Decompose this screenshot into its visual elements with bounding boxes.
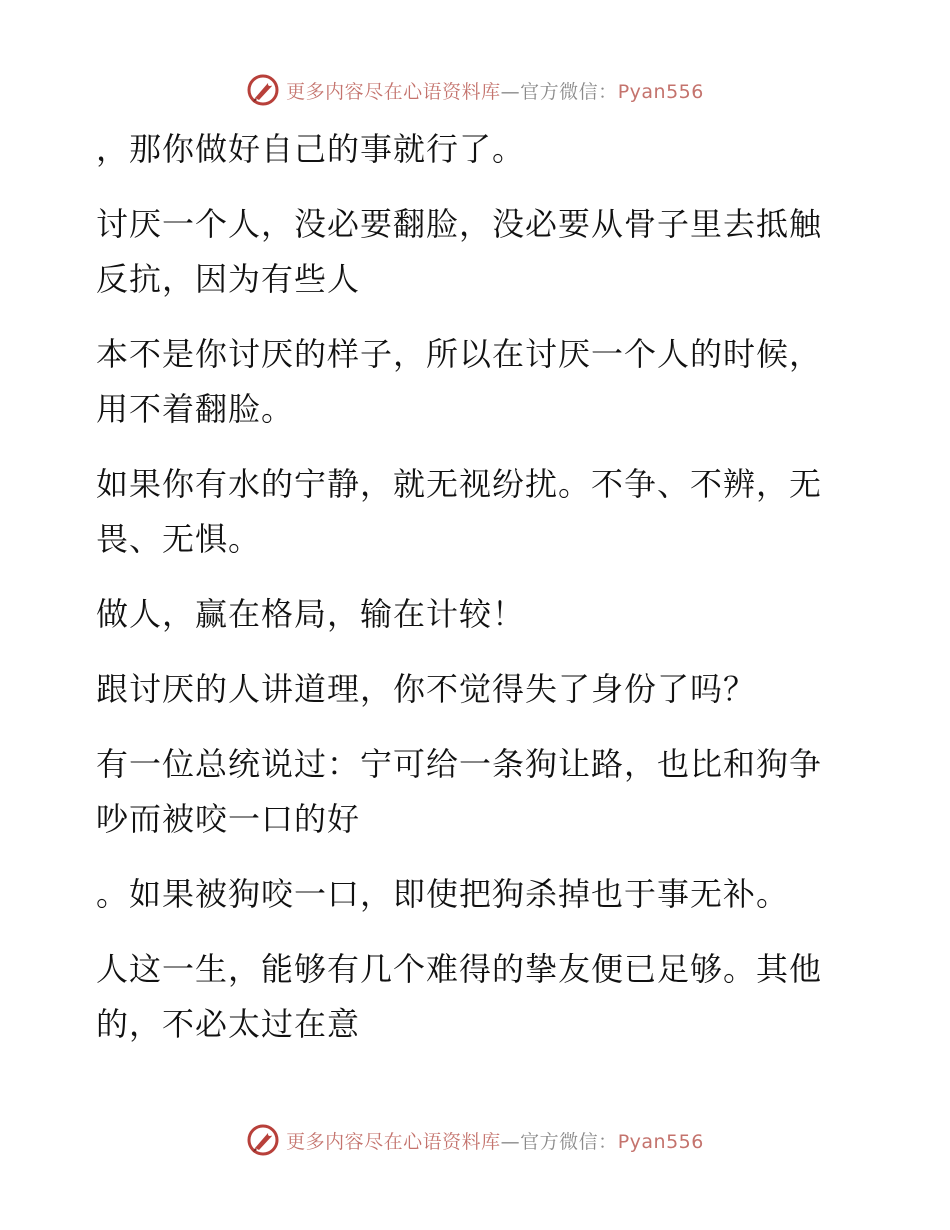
paragraph-5: 做人，赢在格局，输在计较！ bbox=[96, 595, 526, 633]
document-body bbox=[96, 122, 836, 1072]
paragraph-9: 人这一生，能够有几个难得的挚友便已足够。其他的，不必太过在意 bbox=[96, 950, 823, 1043]
header-main-text: 更多内容尽在心语资料库 bbox=[286, 80, 501, 103]
footer-wechat-id: Pyan556 bbox=[617, 1130, 704, 1153]
header-separator: — bbox=[500, 80, 521, 103]
paragraph-8: 。如果被狗咬一口，即使把狗杀掉也于事无补。 bbox=[96, 875, 790, 913]
footer-watermark-text bbox=[286, 1127, 704, 1154]
header-official-label: 官方微信： bbox=[520, 80, 618, 103]
header-watermark bbox=[0, 70, 950, 110]
footer-main-text: 更多内容尽在心语资料库 bbox=[286, 1130, 501, 1153]
header-watermark-text bbox=[286, 77, 704, 104]
paragraph-7: 有一位总统说过：宁可给一条狗让路，也比和狗争吵而被咬一口的好 bbox=[96, 745, 823, 838]
paragraph-1: ，那你做好自己的事就行了。 bbox=[96, 130, 526, 168]
red-pen-seal-icon bbox=[246, 1123, 280, 1157]
paragraph-6: 跟讨厌的人讲道理，你不觉得失了身份了吗？ bbox=[96, 670, 757, 708]
footer-watermark bbox=[0, 1120, 950, 1160]
paragraph-3: 本不是你讨厌的样子，所以在讨厌一个人的时候，用不着翻脸。 bbox=[96, 335, 823, 428]
red-pen-seal-icon bbox=[246, 73, 280, 107]
paragraph-4: 如果你有水的宁静，就无视纷扰。不争、不辨，无畏、无惧。 bbox=[96, 465, 823, 558]
paragraph-2: 讨厌一个人，没必要翻脸，没必要从骨子里去抵触反抗，因为有些人 bbox=[96, 205, 823, 298]
header-wechat-id: Pyan556 bbox=[617, 80, 704, 103]
footer-official-label: 官方微信： bbox=[520, 1130, 618, 1153]
footer-separator: — bbox=[500, 1130, 521, 1153]
